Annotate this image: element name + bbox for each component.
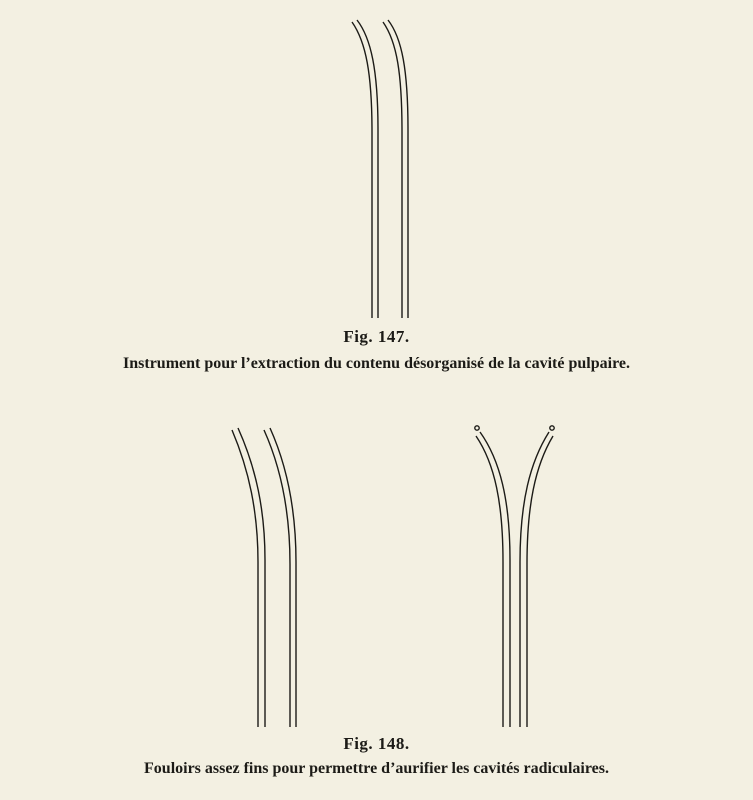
fig-148-caption: Fouloirs assez fins pour permettre d’aurifier les cavités radiculaires.	[144, 760, 609, 777]
fig-147-number: Fig. 147.	[343, 327, 410, 346]
fig-147-caption: Instrument pour l’extraction du contenu désorganisé de la cavité pulpaire.	[123, 355, 630, 372]
fig-147-extraction-instrument-illustration	[352, 20, 408, 318]
fig-148-left-plugger-illustration	[232, 428, 296, 727]
fig-148-right-plugger-illustration	[475, 426, 554, 727]
fig-148-number: Fig. 148.	[343, 734, 410, 753]
